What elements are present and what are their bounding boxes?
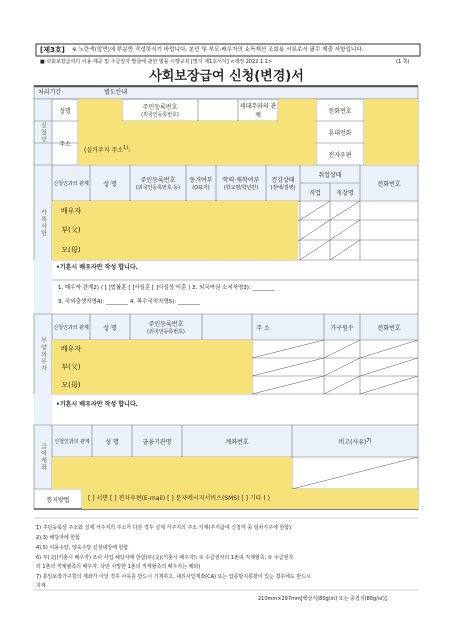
support-household-header: 가구원수: [330, 324, 354, 332]
account-section-label: 급여계좌: [39, 443, 47, 471]
account-relation-header: 신청인과의 관계: [54, 438, 90, 445]
email-label: 전자우편: [328, 151, 352, 159]
family-row-spouse: 배우자: [60, 206, 82, 215]
applicant-section-label: 신청인: [39, 121, 47, 143]
footnote-4-cont: 의 1촌의 직계혈족의 배우자. 다만 사망한 1촌의 직계혈족의 배우자는 제외): [36, 564, 201, 570]
family-health-header-main: 건강상태: [271, 177, 295, 184]
mobile-field[interactable]: [364, 121, 418, 143]
support-row-father: 부(父): [61, 363, 81, 371]
page-title: 사회보장급여 신청(변경)서: [149, 69, 304, 84]
footnote-1: 1) 주민등록상 주소와 실제 거주지의 주소가 다른 경우 실제 거주지의 주소 기재(주거급여 신청자 중 임차가구에 한함): [36, 525, 292, 531]
family-job-header: 직업: [309, 189, 321, 197]
family-education-header-main: 학력·재학여부: [222, 177, 260, 184]
family-section-label: 가족사항: [39, 208, 47, 237]
support-phone-header: 전화번호: [377, 324, 401, 332]
email-field[interactable]: [364, 143, 418, 165]
support-rrn-header: [130, 314, 202, 340]
law-reference: ■ 사회보장급여의 이용·제공 및 수급권자 발굴에 관한 법률 시행규칙 [별지 제1호서식] <개정 2022.1.1>: [40, 59, 273, 65]
family-health-header-sub: (장애/질병): [270, 185, 296, 191]
nationality-line: 3. 국외출생자명4): ________ 4. 복수국적자명5): ________: [58, 299, 200, 305]
support-row-mother: 모(母): [61, 381, 81, 389]
relation-field[interactable]: [278, 99, 316, 121]
processing-period-label: 처리기간: [38, 89, 62, 96]
family-health-header: [266, 165, 300, 201]
family-row-mother: 모(母): [61, 246, 81, 254]
mobile-label: 휴대전화: [328, 129, 352, 137]
footnote-2: 2),3) 해당자에 한함: [36, 535, 81, 541]
form-number: [제3호]: [40, 46, 65, 54]
account-name-header: 성 명: [105, 438, 119, 446]
address-field[interactable]: [78, 121, 316, 165]
notice-text: ※ 노란색(앞면)에 부분만 작성하시기 바랍니다. 본인 및 부모·배우자의 소득재산 조회용 서류로서 필수 제출 사항입니다.: [72, 47, 364, 53]
family-spouse-note: •기혼시 배우자만 작성 합니다.: [56, 264, 138, 271]
family-education-header-sub: (학교명/학년반): [223, 185, 259, 191]
notify-options[interactable]: [ ] 서면 [ ] 전자우편(E-mail) [ ] 문자메시지서비스(SMS) [ ] 기타 ( ): [88, 495, 270, 502]
family-row-father: 부(父): [61, 226, 81, 234]
phone-field[interactable]: [364, 99, 418, 121]
rrn-label-main: 주민등록번호: [142, 104, 178, 111]
family-phone-header: 전화번호: [377, 180, 401, 188]
footnote-5-cont: 기재: [36, 583, 46, 589]
account-bank-header: 금융기관명: [142, 438, 172, 446]
page-number: (1 쪽): [396, 59, 410, 65]
notify-label: 통지방법: [46, 496, 70, 504]
footnote-4: 6) 부(父)(기혼시 배우자) 조사 사업 해당자에 한함(부(父)(기혼시 배우자): ① 수급권자의 1촌의 직계혈족, ② 수급권자: [36, 555, 294, 561]
family-rrn-header: [130, 165, 186, 201]
support-address-header: 주 소: [256, 324, 270, 332]
account-number-header: 계좌번호: [225, 438, 249, 446]
family-rrn-header-sub: (외국인등록번호 등): [135, 185, 181, 191]
support-row-spouse: 배우자: [60, 345, 82, 353]
family-education-header: [216, 165, 266, 201]
actual-address-label: [84, 146, 130, 154]
family-cohabit-header-sub: (O표기): [192, 185, 210, 191]
relation-label: 세대주와의 관계: [239, 103, 277, 119]
account-note-header-main: 비고(사유): [338, 438, 367, 446]
account-note-footnote: 7): [366, 438, 372, 444]
account-row-fill[interactable]: [52, 457, 292, 489]
account-note-header: [292, 425, 418, 457]
marriage-status-line: 1. 배우자 관계2) ( [ ]법률혼 [ ]사실혼 [ ]사실상 이혼 ) 2. 외국여권 소지자명3): ________: [58, 285, 275, 291]
support-relation-header: 신청인과의 관계: [53, 324, 89, 331]
support-name-header: 성 명: [103, 324, 117, 332]
family-rrn-header-main: 주민등록번호: [140, 177, 176, 184]
name-label: 성명: [59, 107, 71, 115]
footnote-5: 7) 통일보장가구원의 계좌가 아닐 경우 사유를 반드시 기재하고, 대리사인계좌(CA) 또는 압류방지통장이 있는 경우에도 반드시: [36, 574, 311, 580]
rrn-label-sub: (외국인등록번호): [141, 112, 179, 118]
address-label: 주소: [59, 140, 71, 148]
processing-period-value: 별도안내: [104, 89, 128, 96]
family-name-header: 성 명: [103, 180, 117, 188]
family-relation-header: 신청인과의 관계: [53, 180, 89, 187]
actual-address-footnote: 1): [123, 145, 129, 151]
actual-address-colon: :: [128, 147, 131, 154]
family-workplace-header: 직장명: [336, 189, 354, 197]
phone-label: 전화번호: [328, 107, 352, 115]
support-spouse-note: •기혼시 배우자만 작성 합니다.: [56, 401, 138, 408]
family-cohabit-header-main: 동거여부: [189, 177, 213, 184]
support-section-label: 부양의무자: [39, 336, 47, 372]
support-rrn-header-main: 주민등록번호: [148, 321, 184, 328]
family-employment-header: 취업상태: [318, 171, 342, 179]
support-rrn-header-sub: (외국인등록번호): [147, 329, 185, 335]
rrn-label: [122, 99, 198, 121]
actual-address-text: (실거주지 주소: [84, 147, 124, 154]
paper-spec: 210mm×297mm[백상지(80g/㎡) 또는 중질지(80g/㎡)]: [258, 596, 387, 602]
name-field[interactable]: [78, 99, 122, 121]
family-cohabit-header: [186, 165, 216, 201]
footnote-3: 4),5) 이용수당, 양육수당 신청대상에 한함: [36, 545, 129, 551]
